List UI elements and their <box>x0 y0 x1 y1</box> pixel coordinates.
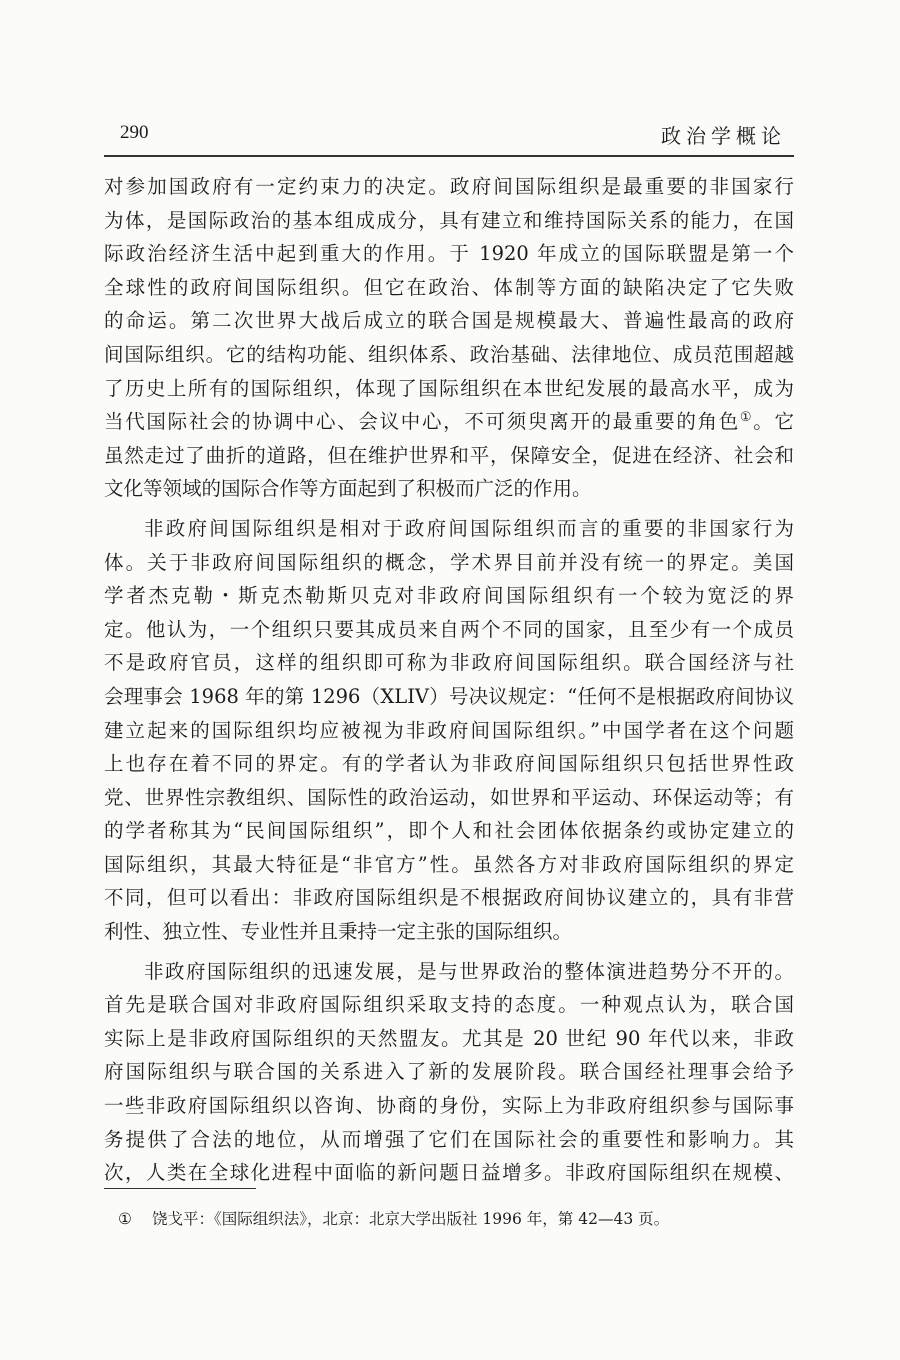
text-line: 建立起来的国际组织均应被视为非政府间国际组织。”中国学者在这个问题 <box>104 718 794 742</box>
text-line: 为体，是国际政治的基本组成成分，具有建立和维持国际关系的能力，在国 <box>104 208 794 232</box>
text-line: 利性、独立性、专业性并且秉持一定主张的国际组织。 <box>104 920 573 944</box>
running-title: 政治学概论 <box>661 124 786 148</box>
text-line: 务提供了合法的地位，从而增强了它们在国际社会的重要性和影响力。其 <box>104 1127 794 1151</box>
paragraph-2 <box>104 512 794 949</box>
footnote-reference[interactable]: ① <box>739 410 754 426</box>
text-line: 虽然走过了曲折的道路，但在维护世界和平，保障安全，促进在经济、社会和 <box>104 443 794 467</box>
text-line: 了历史上所有的国际组织，体现了国际组织在本世纪发展的最高水平，成为 <box>104 376 794 400</box>
text-line: 实际上是非政府国际组织的天然盟友。尤其是 20 世纪 90 年代以来，非政 <box>104 1026 794 1050</box>
text-line: 间国际组织。它的结构功能、组织体系、政治基础、法律地位、成员范围超越 <box>104 342 794 366</box>
text-line-with-footnote <box>104 405 794 439</box>
paragraph-3 <box>104 955 794 1190</box>
text-line: 际政治经济生活中起到重大的作用。于 1920 年成立的国际联盟是第一个 <box>104 242 794 266</box>
text-line: 一些非政府国际组织以咨询、协商的身份，实际上为非政府组织参与国际事 <box>104 1094 794 1118</box>
footnote-marker: ① <box>118 1210 132 1228</box>
footnote-rule <box>104 1188 256 1189</box>
text-line: 非政府国际组织的迅速发展，是与世界政治的整体演进趋势分不开的。 <box>144 959 794 983</box>
text-line: 学者杰克勒・斯克杰勒斯贝克对非政府间国际组织有一个较为宽泛的界 <box>104 584 794 608</box>
text-line: 首先是联合国对非政府国际组织采取支持的态度。一种观点认为，联合国 <box>104 993 794 1017</box>
text-line: 会理事会 1968 年的第 1296（XLIV）号决议规定：“任何不是根据政府间协议 <box>104 684 794 708</box>
text-line: 文化等领域的国际合作等方面起到了积极而广泛的作用。 <box>104 477 592 501</box>
text-segment: 。它 <box>753 410 794 434</box>
footnote-text: 饶戈平：《国际组织法》，北京：北京大学出版社 1996 年，第 42—43 页。 <box>152 1210 670 1228</box>
text-line: 国际组织，其最大特征是“非官方”性。虽然各方对非政府国际组织的界定 <box>104 852 794 876</box>
page-number: 290 <box>120 122 149 143</box>
text-line: 的学者称其为“民间国际组织”，即个人和社会团体依据条约或协定建立的 <box>104 819 794 843</box>
text-segment: 当代国际社会的协调中心、会议中心，不可须臾离开的最重要的角色 <box>104 410 740 434</box>
text-line: 次，人类在全球化进程中面临的新问题日益增多。非政府国际组织在规模、 <box>104 1161 794 1185</box>
text-line: 党、世界性宗教组织、国际性的政治运动，如世界和平运动、环保运动等；有 <box>104 785 794 809</box>
paragraph-1 <box>104 170 794 506</box>
text-line: 定。他认为，一个组织只要其成员来自两个不同的国家，且至少有一个成员 <box>104 617 794 641</box>
text-line: 不同，但可以看出：非政府国际组织是不根据政府间协议建立的，具有非营 <box>104 886 794 910</box>
text-line: 非政府间国际组织是相对于政府间国际组织而言的重要的非国家行为 <box>144 516 794 540</box>
footnote <box>118 1207 669 1229</box>
text-line: 不是政府官员，这样的组织即可称为非政府间国际组织。联合国经济与社 <box>104 651 794 675</box>
text-line: 府国际组织与联合国的关系进入了新的发展阶段。联合国经社理事会给予 <box>104 1060 794 1084</box>
text-line: 上也存在着不同的界定。有的学者认为非政府间国际组织只包括世界性政 <box>104 752 794 776</box>
text-line: 体。关于非政府间国际组织的概念，学术界目前并没有统一的界定。美国 <box>104 550 794 574</box>
text-line: 对参加国政府有一定约束力的决定。政府间国际组织是最重要的非国家行 <box>104 175 794 198</box>
header-rule <box>104 155 794 157</box>
body-text <box>104 170 794 1190</box>
text-line: 全球性的政府间国际组织。但它在政治、体制等方面的缺陷决定了它失败 <box>104 275 794 299</box>
text-line: 的命运。第二次世界大战后成立的联合国是规模最大、普遍性最高的政府 <box>104 309 794 333</box>
